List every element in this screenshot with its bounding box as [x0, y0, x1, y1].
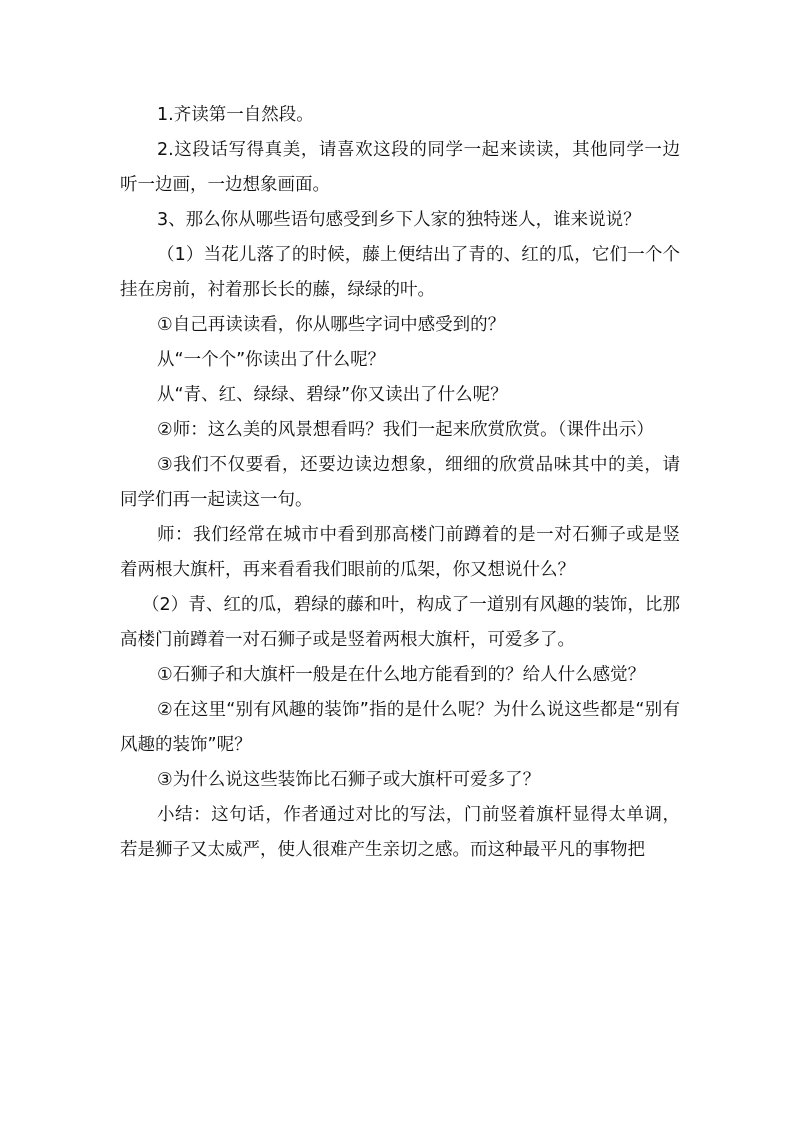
paragraph-1: 1.齐读第一自然段。	[157, 105, 314, 125]
document-body	[120, 98, 680, 868]
paragraph-4: （1）当花儿落了的时候，藤上便结出了青的、红的瓜，它们一个个挂在房前，衬着那长长的藤，绿绿的叶。	[120, 245, 680, 300]
paragraph-7: 从“青、红、绿绿、碧绿”你又读出了什么呢？	[157, 385, 508, 405]
paragraph-5: ①自己再读读看，你从哪些字词中感受到的？	[157, 315, 506, 335]
paragraph-15: 小结：这句话，作者通过对比的写法，门前竖着旗杆显得太单调，若是狮子又太威严，使人很难产生亲切之感。而这种最平凡的事物把	[120, 805, 680, 860]
paragraph-13: ②在这里“别有风趣的装饰”指的是什么呢？为什么说这些都是“别有风趣的装饰”呢？	[120, 700, 680, 755]
paragraph-12: ①石狮子和大旗杆一般是在什么地方能看到的？给人什么感觉？	[157, 665, 646, 685]
paragraph-11: （2）青、红的瓜，碧绿的藤和叶，构成了一道别有风趣的装饰，比那高楼门前蹲着一对石狮子或是竖着两根大旗杆，可爱多了。	[120, 595, 680, 650]
paragraph-2: 2.这段话写得真美，请喜欢这段的同学一起来读读，其他同学一边听一边画，一边想象画面。	[120, 140, 680, 195]
paragraph-6: 从“一个个”你读出了什么呢？	[157, 350, 386, 370]
paragraph-10: 师：我们经常在城市中看到那高楼门前蹲着的是一对石狮子或是竖着两根大旗杆，再来看看我们眼前的瓜架，你又想说什么？	[120, 525, 680, 580]
paragraph-3: 3、那么你从哪些语句感受到乡下人家的独特迷人，谁来说说？	[157, 210, 641, 230]
paragraph-9: ③我们不仅要看，还要边读边想象，细细的欣赏品味其中的美，请同学们再一起读这一句。	[120, 455, 680, 510]
paragraph-14: ③为什么说这些装饰比石狮子或大旗杆可爱多了？	[157, 770, 541, 790]
paragraph-8: ②师：这么美的风景想看吗？我们一起来欣赏欣赏。（课件出示）	[157, 420, 654, 440]
